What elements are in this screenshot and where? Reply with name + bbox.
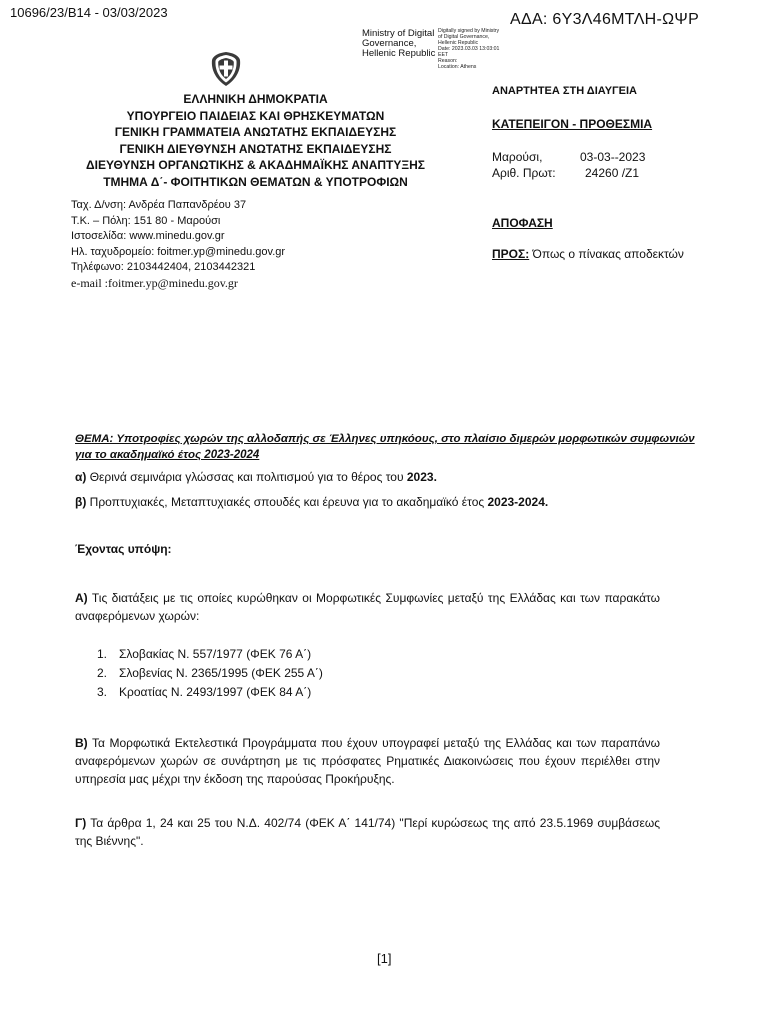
signature-details <box>438 28 499 70</box>
protocol-label: Αριθ. Πρωτ: <box>492 166 556 180</box>
signature-detail-line: Digitally signed by Ministry <box>438 28 500 34</box>
item-b-year: 2023-2024 <box>487 495 545 509</box>
recipients-value: Όπως ο πίνακας αποδεκτών <box>529 247 684 261</box>
paragraph-c-text: Τα άρθρα 1, 24 και 25 του Ν.Δ. 402/74 (ΦΕΚ Α΄ 141/74) "Περί κυρώσεως της από 23.5.1969 συμβάσεως της Βιέννης". <box>75 816 660 848</box>
item-a-text: Θερινά σεμινάρια γλώσσας και πολιτισμού για το θέρος του <box>86 470 407 484</box>
signature-detail-line: of Digital Governance, <box>438 34 490 40</box>
item-a-year: 2023 <box>406 470 434 484</box>
list-item-number: 2. <box>97 666 108 680</box>
contact-email: Ηλ. ταχυδρομείο: foitmer.yp@minedu.gov.gr <box>71 245 286 258</box>
posted-notice: ΑΝΑΡΤΗΤΕΑ ΣΤΗ ΔΙΑΥΓΕΙΑ <box>492 85 637 97</box>
item-a-end: . <box>433 470 437 484</box>
treaty-list <box>97 645 323 702</box>
item-b-text: Προπτυχιακές, Μεταπτυχιακές σπουδές και έρευνα για το ακαδημαϊκό έτος <box>86 495 488 509</box>
ada-code: ΑΔΑ: 6Υ3Λ46ΜΤΛΗ-ΩΨΡ <box>510 11 700 28</box>
header-line: ΓΕΝΙΚΗ ΔΙΕΥΘΥΝΣΗ ΑΝΩΤΑΤΗΣ ΕΚΠΑΙΔΕΥΣΗΣ <box>119 141 392 156</box>
item-b-label: β) <box>75 495 87 509</box>
paragraph-a <box>75 589 660 625</box>
paragraph-a-label: Α) <box>75 591 88 605</box>
list-item-text: Σλοβενίας Ν. 2365/1995 (ΦΕΚ 255 Α΄) <box>119 666 323 680</box>
subject-line <box>75 431 695 463</box>
considering-heading: Έχοντας υπόψη: <box>75 542 172 556</box>
list-item-number: 3. <box>97 685 108 699</box>
contact-website: Ιστοσελίδα: www.minedu.gov.gr <box>71 230 225 242</box>
subject-text: : Υποτροφίες χωρών της αλλοδαπής σε Έλληνες υπηκόους, στο πλαίσιο διμερών μορφωτικών συμφωνιών για το ακαδημαϊκό έτος 2023-2024 <box>75 433 695 461</box>
paragraph-c-label: Γ) <box>75 816 87 830</box>
contact-email-secondary: e-mail :foitmer.yp@minedu.gov.gr <box>71 275 238 290</box>
signature-detail-line: Hellenic Republic <box>438 40 479 46</box>
subject-item-b <box>75 495 548 509</box>
signature-ministry <box>362 29 435 59</box>
paragraph-c <box>75 814 660 850</box>
header-line: ΥΠΟΥΡΓΕΙΟ ΠΑΙΔΕΙΑΣ ΚΑΙ ΘΡΗΣΚΕΥΜΑΤΩΝ <box>126 108 385 123</box>
item-b-end: . <box>544 495 549 509</box>
subject-item-a <box>75 470 437 484</box>
header-line: ΤΜΗΜΑ Δ΄- ΦΟΙΤΗΤΙΚΩΝ ΘΕΜΑΤΩΝ & ΥΠΟΤΡΟΦΙΩΝ <box>103 174 408 189</box>
signature-detail-line: Date: 2023.03.03 13:03:01 <box>438 46 500 52</box>
signature-detail-line: EET <box>438 52 449 58</box>
signature-ministry-line: Governance, <box>362 38 417 49</box>
contact-address: Ταχ. Δ/νση: Ανδρέα Παπανδρέου 37 <box>71 199 247 211</box>
place-label: Μαρούσι, <box>492 150 543 164</box>
signature-ministry-line: Hellenic Republic <box>362 48 436 59</box>
paragraph-b-label: Β) <box>75 736 88 750</box>
paragraph-b <box>75 734 660 788</box>
signature-detail-line: Location: Athens <box>438 64 477 70</box>
document-reference: 10696/23/B14 - 03/03/2023 <box>10 5 168 20</box>
greek-coat-of-arms-icon <box>209 51 243 87</box>
list-item-number: 1. <box>97 647 108 661</box>
decision-heading: ΑΠΟΦΑΣΗ <box>492 216 553 230</box>
subject-label: ΘΕΜΑ <box>75 433 110 445</box>
urgent-deadline-label: ΚΑΤΕΠΕΙΓΟΝ - ΠΡΟΘΕΣΜΙΑ <box>492 117 653 131</box>
recipients-label: ΠΡΟΣ: <box>492 247 530 261</box>
contact-phone: Τηλέφωνο: 2103442404, 2103442321 <box>71 261 256 273</box>
signature-detail-line: Reason: <box>438 58 458 64</box>
paragraph-a-text: Τις διατάξεις με τις οποίες κυρώθηκαν οι Μορφωτικές Συμφωνίες μεταξύ της Ελλάδας και των παρακάτω αναφερόμενων χωρών: <box>75 591 660 623</box>
issue-date: 03-03--2023 <box>580 150 646 164</box>
header-line: ΕΛΛΗΝΙΚΗ ΔΗΜΟΚΡΑΤΙΑ <box>183 92 328 106</box>
signature-ministry-line: Ministry of Digital <box>362 28 435 39</box>
protocol-number: 24260 /Ζ1 <box>585 166 640 180</box>
contact-postcode: Τ.Κ. – Πόλη: 151 80 - Μαρούσι <box>71 214 221 227</box>
contact-details <box>71 198 285 291</box>
list-item-text: Κροατίας Ν. 2493/1997 (ΦΕΚ 84 Α΄) <box>119 685 312 699</box>
page-number: [1] <box>377 951 392 966</box>
list-item-text: Σλοβακίας Ν. 557/1977 (ΦΕΚ 76 Α΄) <box>119 647 312 661</box>
issuing-authority-header <box>58 91 453 190</box>
header-line: ΔΙΕΥΘΥΝΣΗ ΟΡΓΑΝΩΤΙΚΗΣ & ΑΚΑΔΗΜΑΪΚΗΣ ΑΝΑΠΤΥΞΗΣ <box>86 158 425 172</box>
recipients-line <box>492 247 684 261</box>
list-item <box>97 645 323 664</box>
header-line: ΓΕΝΙΚΗ ΓΡΑΜΜΑΤΕΙΑ ΑΝΩΤΑΤΗΣ ΕΚΠΑΙΔΕΥΣΗΣ <box>114 125 397 139</box>
list-item <box>97 683 323 702</box>
item-a-label: α) <box>75 470 87 484</box>
paragraph-b-text: Τα Μορφωτικά Εκτελεστικά Προγράμματα που έχουν υπογραφεί μεταξύ της Ελλάδας και των παραπάνω αναφερόμενων χωρών σε συνάρτηση με τις πρόσφατες Ρηματικές Διακοινώσεις που έχουν περιέλθει στην υπηρεσία μας μέχρι την έκδοση της παρούσας Προκήρυξης. <box>75 736 660 786</box>
list-item <box>97 664 323 683</box>
